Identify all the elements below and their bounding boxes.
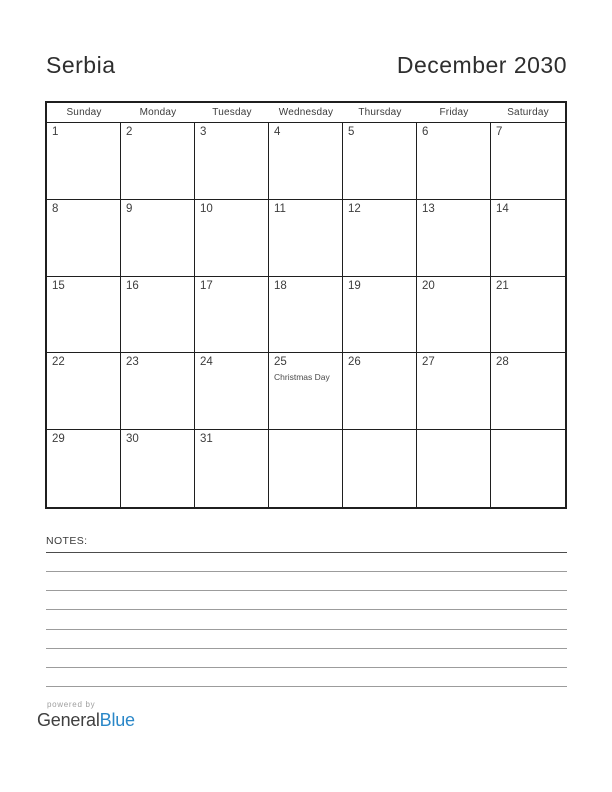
- calendar-cell: [417, 430, 491, 507]
- day-number: 30: [126, 433, 139, 446]
- day-number: 19: [348, 279, 361, 292]
- day-number: 21: [496, 279, 509, 292]
- day-number: 23: [126, 356, 139, 369]
- note-line: [46, 552, 567, 553]
- day-number: 17: [200, 279, 213, 292]
- day-number: 18: [274, 279, 287, 292]
- day-number: 2: [126, 126, 133, 138]
- calendar-cell: [121, 123, 195, 200]
- calendar-cell: [195, 123, 269, 200]
- calendar-cell: [417, 277, 491, 354]
- calendar-cell: [269, 353, 343, 430]
- day-number: 11: [274, 202, 286, 215]
- calendar-cell: [491, 430, 565, 507]
- note-line: [46, 609, 567, 610]
- calendar-cell: [269, 200, 343, 277]
- calendar-cell: [47, 353, 121, 430]
- day-number: 12: [348, 202, 361, 215]
- calendar-cell: [343, 353, 417, 430]
- day-number: 16: [126, 279, 139, 292]
- notes-label: NOTES:: [46, 535, 88, 547]
- calendar-body: [47, 123, 565, 507]
- day-header-row: [47, 103, 565, 123]
- calendar-cell: [417, 353, 491, 430]
- page-title-month-year: December 2030: [396, 52, 567, 78]
- page-title-country: Serbia: [46, 52, 116, 78]
- calendar-cell: [121, 277, 195, 354]
- calendar-cell: [491, 353, 565, 430]
- day-number: 10: [200, 202, 213, 215]
- note-line: [46, 686, 567, 687]
- day-header: Friday: [439, 107, 469, 118]
- calendar-cell: [47, 277, 121, 354]
- day-number: 27: [422, 356, 435, 369]
- day-number: 3: [200, 126, 207, 138]
- day-number: 1: [52, 126, 59, 138]
- calendar-cell: [417, 123, 491, 200]
- day-number: 9: [126, 202, 133, 215]
- day-header: Wednesday: [278, 107, 334, 118]
- day-header: Tuesday: [212, 107, 252, 118]
- day-number: 28: [496, 356, 509, 369]
- calendar-cell: [343, 200, 417, 277]
- day-header: Sunday: [66, 107, 102, 118]
- note-line: [46, 571, 567, 572]
- note-line: [46, 590, 567, 591]
- day-number: 24: [200, 356, 213, 369]
- powered-by-label: powered by: [47, 700, 96, 709]
- general-blue-logo: [37, 710, 135, 731]
- day-number: 8: [52, 202, 59, 215]
- calendar-cell: [269, 277, 343, 354]
- note-line: [46, 667, 567, 668]
- day-number: 5: [348, 126, 355, 138]
- calendar-cell: [491, 123, 565, 200]
- day-number: 25: [274, 356, 287, 369]
- calendar-cell: [121, 430, 195, 507]
- calendar-cell: [269, 430, 343, 507]
- calendar-cell: [491, 200, 565, 277]
- calendar-cell: [121, 200, 195, 277]
- calendar-cell: [343, 430, 417, 507]
- calendar-cell: [47, 123, 121, 200]
- calendar-cell: [195, 200, 269, 277]
- day-header: Saturday: [507, 107, 549, 118]
- calendar-cell: [417, 200, 491, 277]
- holiday-label: Christmas Day: [274, 372, 330, 383]
- day-number: 7: [496, 126, 503, 138]
- titlebar: [46, 52, 567, 79]
- day-number: 20: [422, 279, 435, 292]
- note-line: [46, 648, 567, 649]
- calendar-cell: [269, 123, 343, 200]
- logo-text-general: General: [37, 710, 100, 730]
- day-number: 22: [52, 356, 65, 369]
- day-number: 15: [52, 279, 65, 292]
- day-header: Monday: [139, 107, 177, 118]
- calendar-cell: [343, 123, 417, 200]
- day-number: 13: [422, 202, 435, 215]
- calendar-table: [45, 101, 567, 509]
- day-number: 14: [496, 202, 509, 215]
- calendar-cell: [195, 353, 269, 430]
- calendar-cell: [491, 277, 565, 354]
- calendar-cell: [47, 430, 121, 507]
- calendar-cell: [47, 200, 121, 277]
- calendar-cell: [195, 430, 269, 507]
- note-line: [46, 629, 567, 630]
- day-number: 31: [200, 433, 213, 446]
- day-number: 29: [52, 433, 65, 446]
- logo-text-blue: Blue: [99, 710, 135, 730]
- day-header: Thursday: [358, 107, 402, 118]
- day-number: 4: [274, 126, 281, 138]
- day-number: 6: [422, 126, 429, 138]
- day-number: 26: [348, 356, 361, 369]
- calendar-cell: [343, 277, 417, 354]
- calendar-cell: [121, 353, 195, 430]
- calendar-cell: [195, 277, 269, 354]
